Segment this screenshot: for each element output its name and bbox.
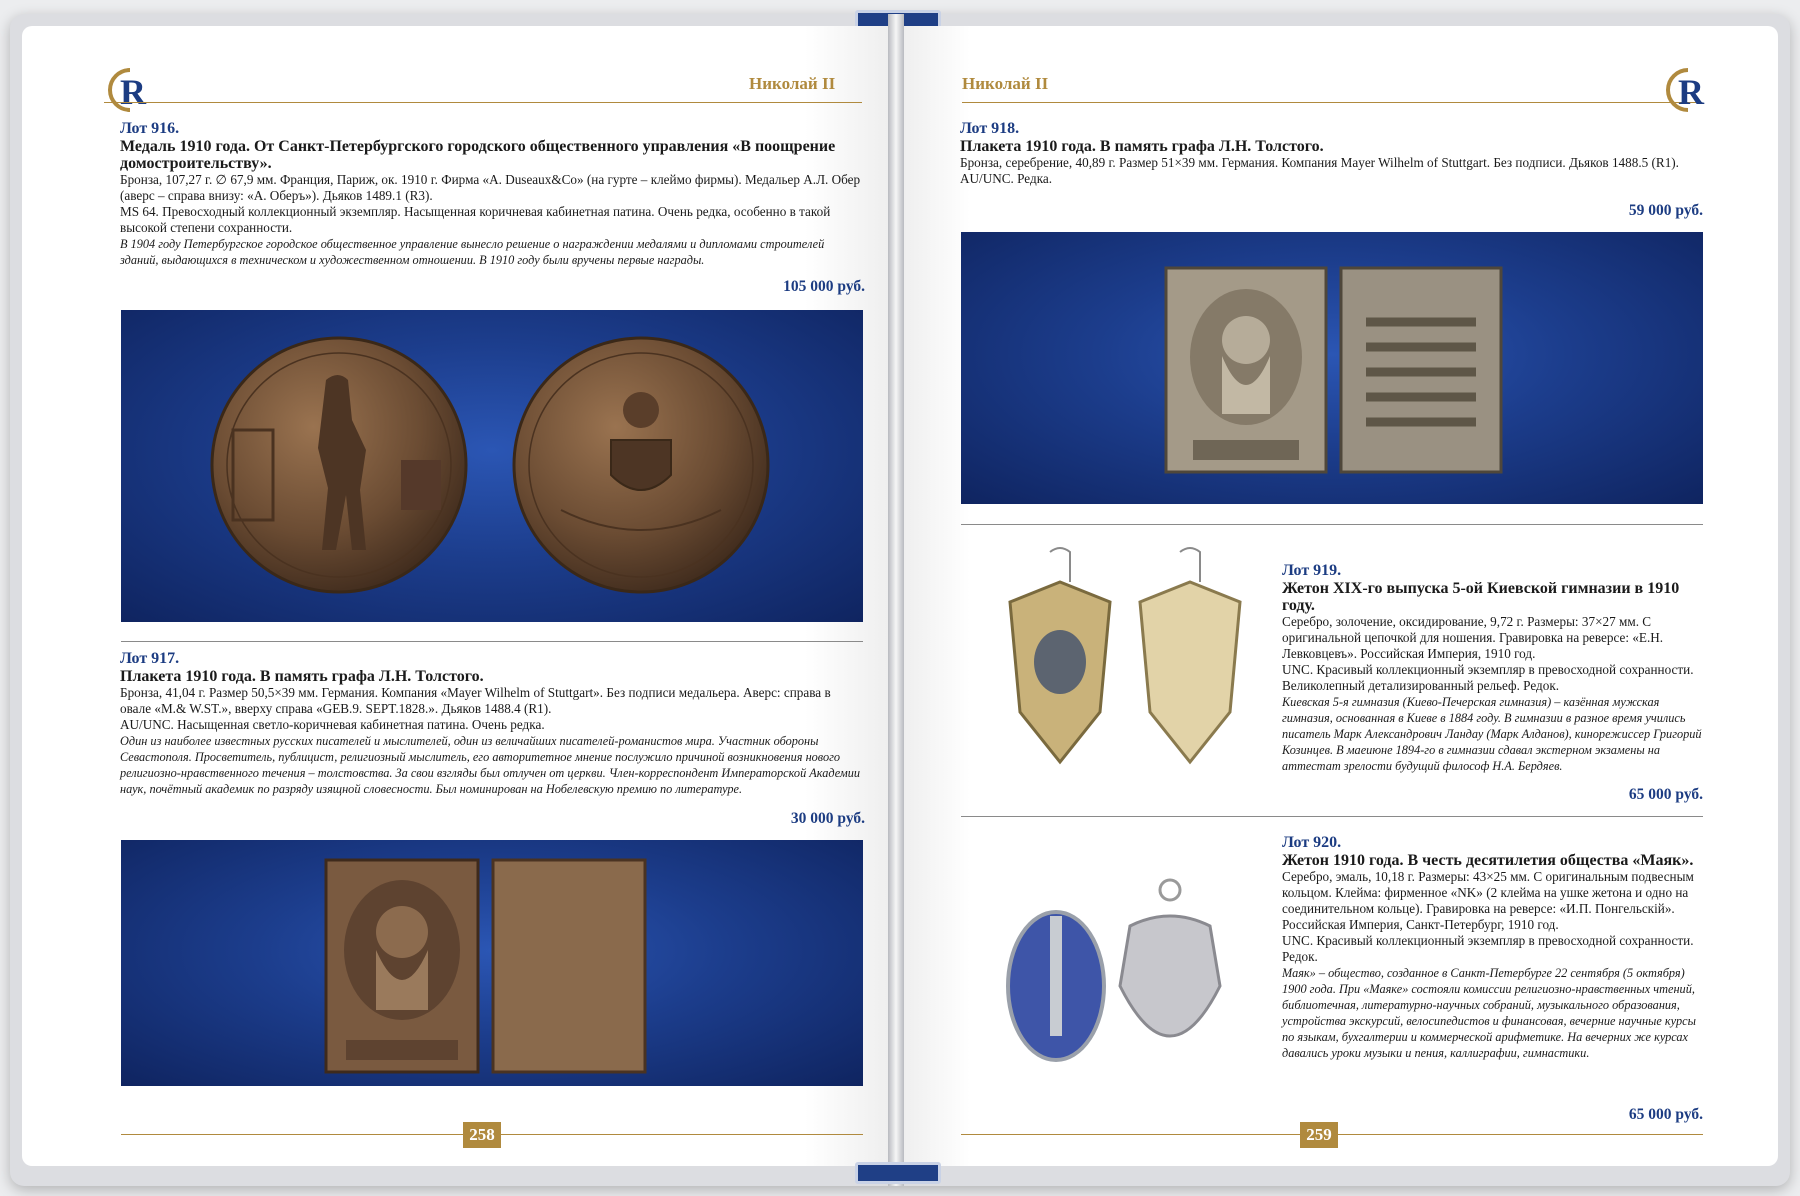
lot-916 — [120, 120, 865, 268]
plaquette-pair-image — [121, 840, 863, 1086]
lot-920-badge-image — [990, 876, 1250, 1086]
lot-condition: UNC. Красивый коллекционный экземпляр в превосходной сохранности. Великолепный детализированный рельеф. Редок. — [1282, 662, 1694, 693]
page-header-title: Николай II — [749, 74, 836, 93]
page-number: 258 — [463, 1122, 501, 1148]
lot-918-photo — [961, 232, 1703, 504]
book-spine — [888, 14, 904, 1186]
lot-number: Лот 920. — [1282, 834, 1342, 851]
lot-condition: AU/UNC. Редка. — [960, 171, 1053, 186]
lot-description: Бронза, 107,27 г. ∅ 67,9 мм. Франция, Париж, ок. 1910 г. Фирма «A. Duseaux&Co» (на гурте – клеймо фирмы). Медальер А.Л. Обер (аверс – справа внизу: «А. Оберъ»). Дьяков 1489.1 (R3). — [120, 172, 861, 203]
lot-description: Серебро, эмаль, 10,18 г. Размеры: 43×25 мм. С оригинальным подвесным кольцом. Клейма: фирменное «NK» (2 клейма на ушке жетона и одно на соединительном кольце). Гравировка на реверсе: «И.П. Понгельскій». Российская Империя, Санкт-Петербург, 1910 год. — [1282, 869, 1694, 932]
svg-text:R: R — [1678, 72, 1704, 112]
lot-number: Лот 919. — [1282, 562, 1342, 579]
lot-separator — [961, 524, 1703, 525]
svg-text:R: R — [120, 72, 146, 112]
lot-note: Киевская 5-я гимназия (Киево-Печерская гимназия) – казённая мужская гимназия, основанная в Киеве в 1884 году. В гимназии в разное время учились писатель Марк Александрович Ландау (Марк Алданов), кинорежиссер Григорий Козинцев. В маеиюне 1894-го в гимназии сдавал экстерном экзамены на аттестат зрелости будущий философ Н.А. Бердяев. — [1282, 695, 1702, 773]
lot-title: Жетон XIX-го выпуска 5-ой Киевской гимназии в 1910 году. — [1282, 580, 1680, 614]
lot-number: Лот 917. — [120, 650, 180, 667]
lot-condition: UNC. Красивый коллекционный экземпляр в превосходной сохранности. Редок. — [1282, 933, 1694, 964]
lot-description: Серебро, золочение, оксидирование, 9,72 г. Размеры: 37×27 мм. С оригинальной цепочкой для ношения. Гравировка на реверсе: «Е.Н. Левковцевъ». Российская Империя, 1910 год. — [1282, 614, 1664, 661]
medal-pair-image — [121, 310, 863, 622]
lot-condition: AU/UNC. Насыщенная светло-коричневая кабинетная патина. Очень редка. — [120, 717, 545, 732]
lot-916-photo — [121, 310, 863, 622]
header-rule — [104, 102, 862, 103]
lot-title: Медаль 1910 года. От Санкт-Петербургского городского общественного управления «В поощрение домостроительству». — [120, 138, 836, 172]
bookmark-ribbon-bottom — [855, 1162, 941, 1184]
lot-note: В 1904 году Петербургское городское общественное управление вынесло решение о награждении медалями и дипломами строителей зданий, выдающихся в техническом и художественном отношении. В 1910 году были вручены первые награды. — [120, 237, 825, 267]
lot-price: 65 000 руб. — [1628, 786, 1703, 803]
lot-separator — [121, 641, 863, 642]
lot-918 — [960, 120, 1705, 187]
left-page — [22, 26, 892, 1166]
lot-separator — [961, 816, 1703, 817]
lot-919-badge-image — [970, 542, 1270, 792]
lot-number: Лот 916. — [120, 120, 180, 137]
lot-920 — [1282, 834, 1705, 1061]
lot-title: Плакета 1910 года. В память графа Л.Н. Толстого. — [960, 138, 1324, 155]
lot-price: 65 000 руб. — [1628, 1106, 1703, 1123]
lot-price: 30 000 руб. — [790, 810, 865, 827]
right-page — [900, 26, 1778, 1166]
lot-number: Лот 918. — [960, 120, 1020, 137]
lot-price: 105 000 руб. — [783, 278, 865, 295]
cr-logo-icon — [1658, 62, 1714, 118]
lot-note: Маяк» – общество, созданное в Санкт-Петербурге 22 сентября (5 октября) 1900 года. При «Маяке» состояли комиссии религиозно-нравственных чтений, библиотечная, литературно-научных собраний, музыкального образования, устройства экскурсий, велосипедистов и финансовая, вечерние научные курсы по языкам, бухгалтерии и коммерческой арифметике. На вечерних же курсах давались уроки музыки и пения, каллиграфии, гимнастики. — [1282, 966, 1696, 1060]
lot-917-photo — [121, 840, 863, 1086]
lot-919 — [1282, 562, 1705, 774]
lot-title: Плакета 1910 года. В память графа Л.Н. Толстого. — [120, 668, 484, 685]
cr-logo-icon — [100, 62, 156, 118]
page-number: 259 — [1300, 1122, 1338, 1148]
lot-description: Бронза, серебрение, 40,89 г. Размер 51×39 мм. Германия. Компания Mayer Wilhelm of Stuttgart. Без подписи. Дьяков 1488.5 (R1). — [960, 155, 1679, 170]
lot-price: 59 000 руб. — [1628, 202, 1703, 219]
lot-description: Бронза, 41,04 г. Размер 50,5×39 мм. Германия. Компания «Mayer Wilhelm of Stuttgart». Без подписи медальера. Аверс: справа в овале «M.& W.ST.», вверху справа «GEB.9. SEPT.1828.». Дьяков 1488.4 (R1). — [120, 685, 831, 716]
lot-note: Один из наиболее известных русских писателей и мыслителей, один из величайших писателей-романистов мира. Участник обороны Севастополя. Просветитель, публицист, религиозный мыслитель, его авторитетное мнение послужило причиной возникновения нового религиозно-нравственного течения – толстовства. За свои взгляды был отлучен от церкви. Член-корреспондент Императорской Академии наук, почётный академик по разряду изящной словесности. Был номинирован на Нобелевскую премию по литературе. — [120, 734, 861, 796]
lot-title: Жетон 1910 года. В честь десятилетия общества «Маяк». — [1282, 852, 1694, 869]
header-rule — [962, 102, 1702, 103]
lot-condition: MS 64. Превосходный коллекционный экземпляр. Насыщенная коричневая кабинетная патина. Очень редка, особенно в такой высокой степени сохранности. — [120, 204, 831, 235]
lot-917 — [120, 650, 865, 797]
plaquette-pair-image — [961, 232, 1703, 504]
page-header-title: Николай II — [962, 74, 1049, 93]
